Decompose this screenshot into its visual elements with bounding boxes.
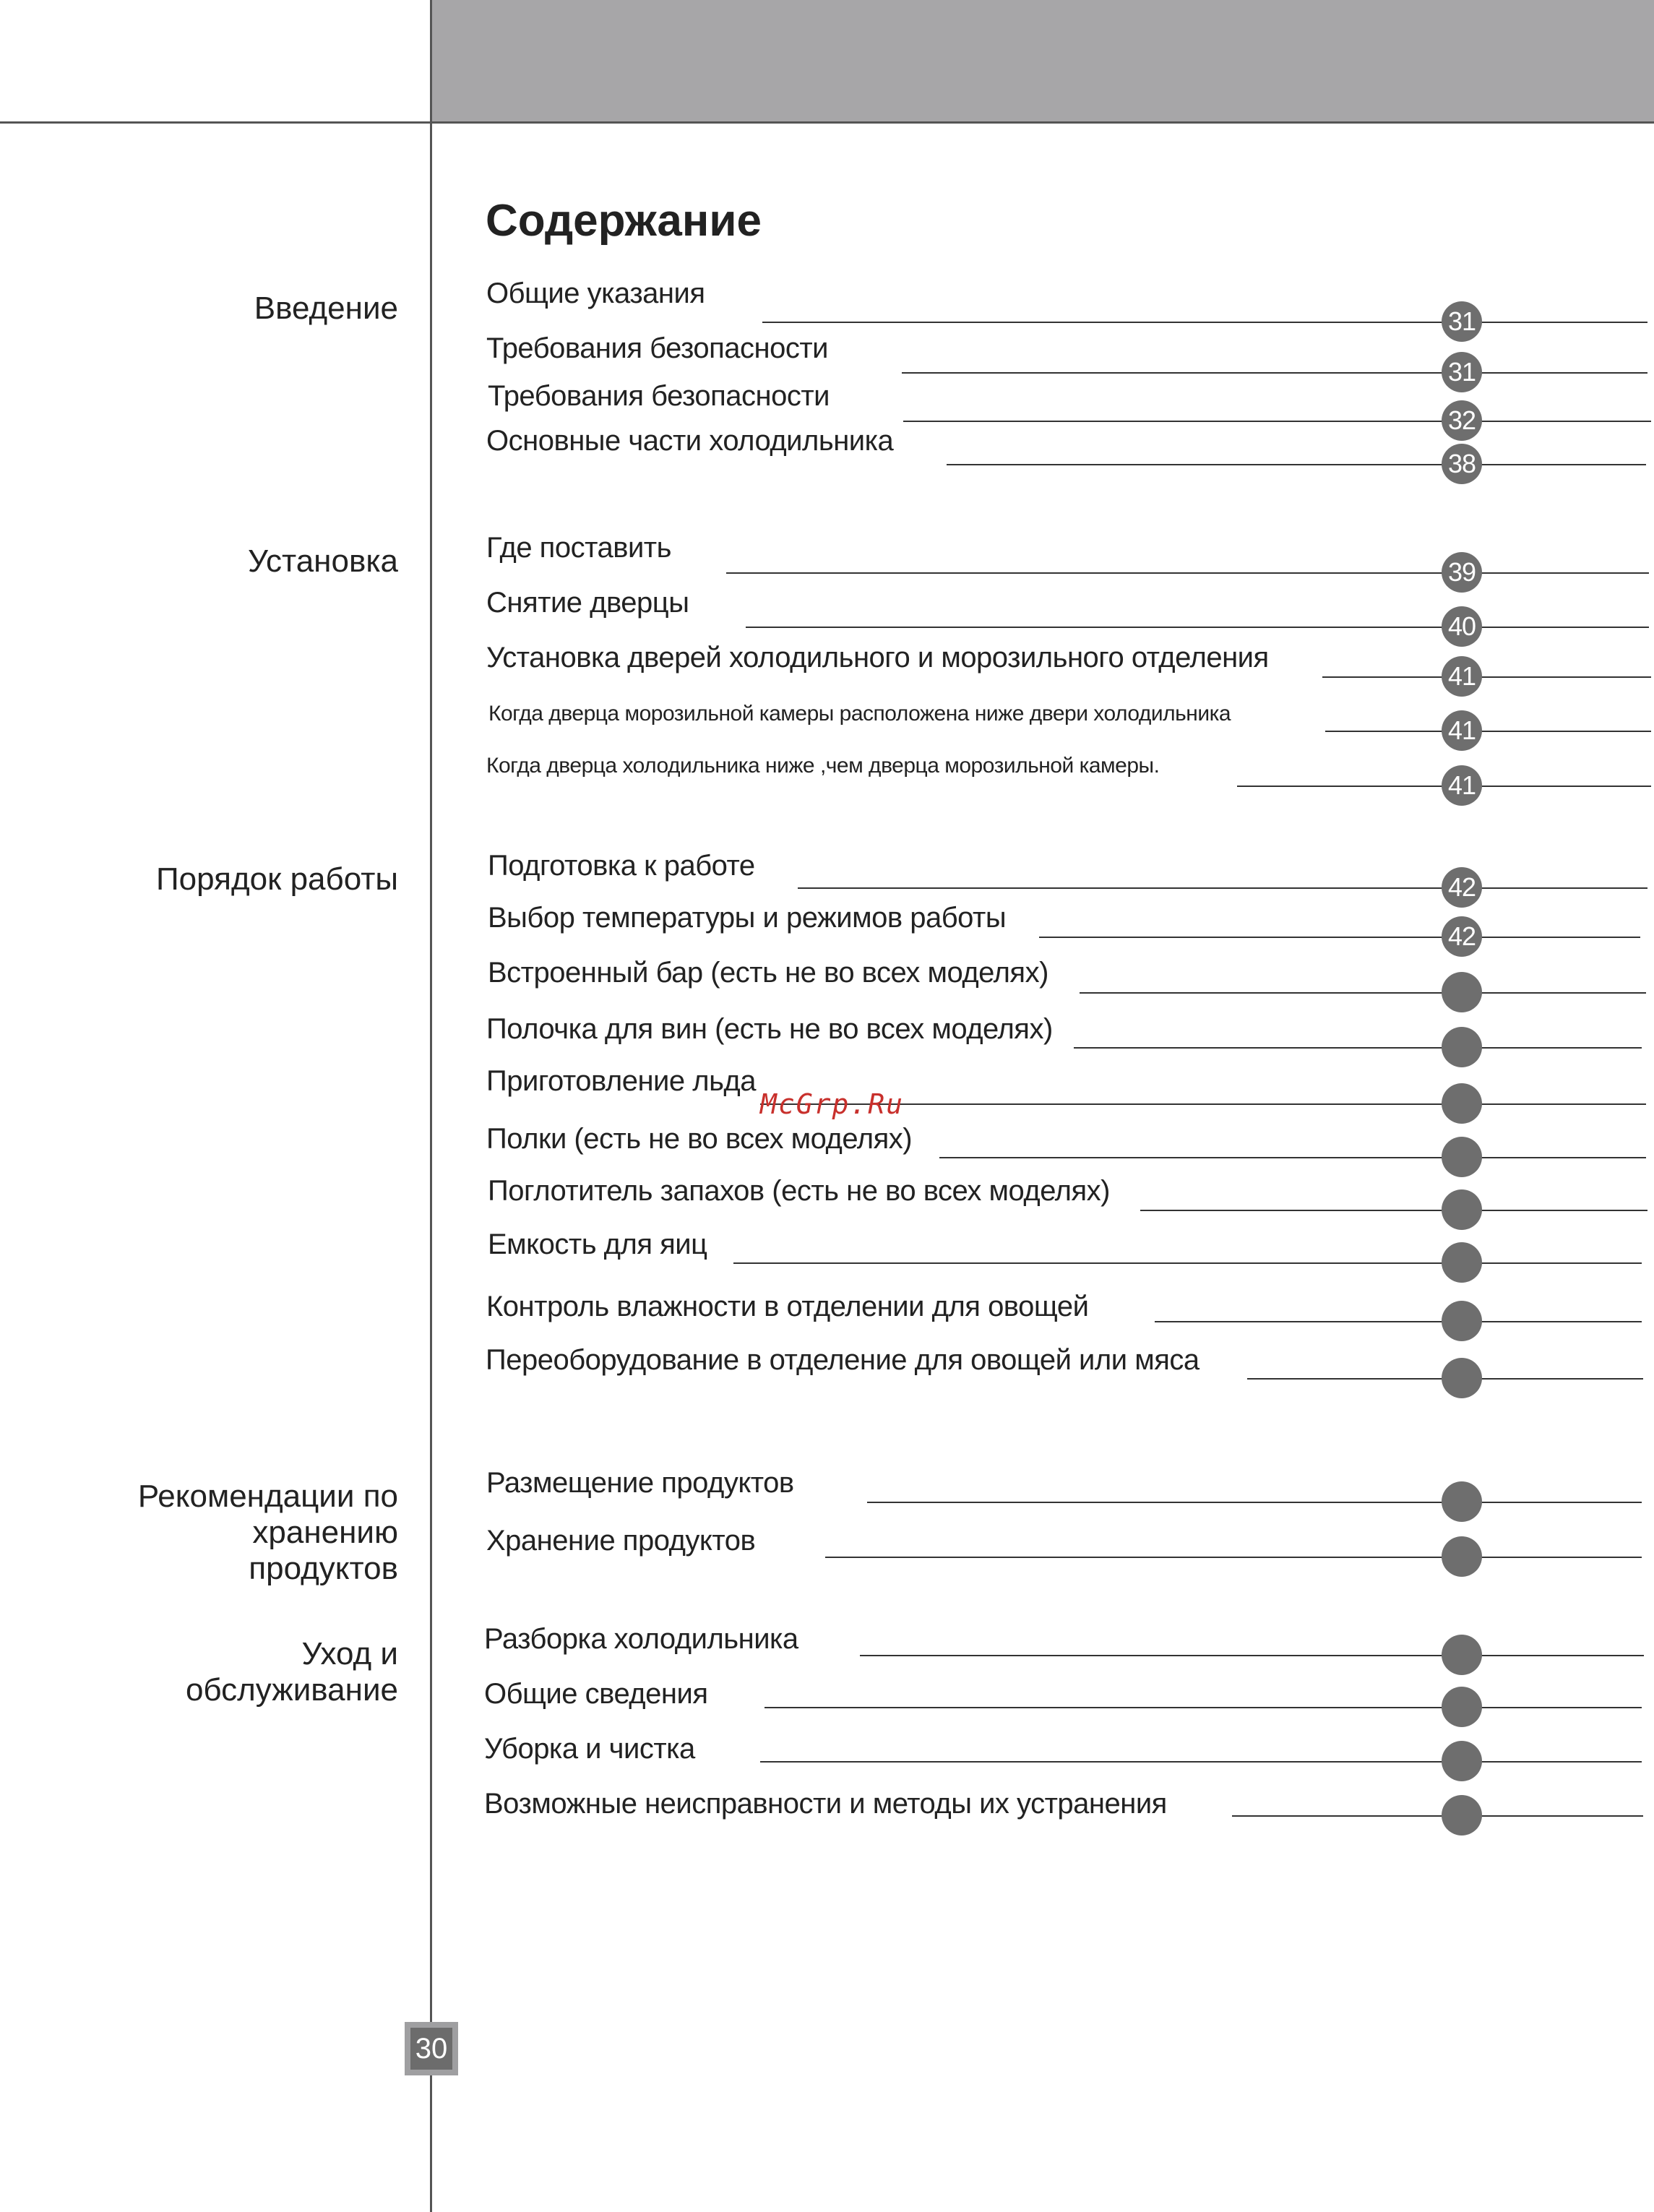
section-maintenance-line: обслуживание xyxy=(185,1672,398,1708)
page-number-badge: 40 xyxy=(1442,606,1482,647)
toc-leader-line xyxy=(902,372,1647,374)
page-number-badge xyxy=(1442,1635,1482,1675)
toc-leader-line xyxy=(1074,1047,1642,1049)
toc-leader-line xyxy=(860,1655,1644,1656)
toc-leader-line xyxy=(762,322,1647,323)
toc-entry-label: Хранение продуктов xyxy=(486,1525,756,1557)
page-number-badge: 38 xyxy=(1442,444,1482,484)
page-number-badge xyxy=(1442,1137,1482,1177)
toc-entry-label: Приготовление льда xyxy=(486,1065,757,1097)
toc-leader-line xyxy=(903,421,1651,422)
toc-entry-label: Уборка и чистка xyxy=(484,1733,695,1765)
toc-leader-line xyxy=(947,464,1646,465)
toc-leader-line xyxy=(867,1502,1642,1503)
page-number-badge: 41 xyxy=(1442,656,1482,697)
toc-leader-line xyxy=(825,1557,1642,1558)
page-number-badge xyxy=(1442,1242,1482,1283)
page-number-badge xyxy=(1442,1301,1482,1341)
page-number-badge: 41 xyxy=(1442,765,1482,806)
section-food-storage xyxy=(138,1479,398,1587)
page-number-badge xyxy=(1442,1189,1482,1230)
watermark: McGrp.Ru xyxy=(760,1088,905,1120)
section-operation: Порядок работы xyxy=(156,861,398,897)
page-number-badge xyxy=(1442,1083,1482,1124)
page-number-box xyxy=(405,2022,458,2075)
header-rule xyxy=(0,121,1654,124)
toc-entry-label: Когда дверца морозильной камеры расположена ниже двери холодильника xyxy=(488,702,1231,726)
page-number-badge xyxy=(1442,1027,1482,1067)
toc-leader-line xyxy=(726,572,1649,574)
section-maintenance xyxy=(186,1636,398,1708)
section-installation: Установка xyxy=(248,543,398,579)
section-maintenance-line: Уход и xyxy=(301,1636,398,1671)
page-number-badge: 31 xyxy=(1442,301,1482,342)
toc-entry-label: Основные части холодильника xyxy=(486,425,894,457)
toc-leader-line xyxy=(764,1707,1642,1708)
toc-entry-label: Снятие дверцы xyxy=(486,587,689,619)
section-food-storage-line: продуктов xyxy=(249,1551,398,1586)
toc-leader-line xyxy=(1322,676,1651,678)
page-number-badge xyxy=(1442,972,1482,1012)
toc-entry-label: Общие сведения xyxy=(484,1678,708,1710)
toc-entry-label: Выбор температуры и режимов работы xyxy=(488,902,1007,934)
page-number-badge xyxy=(1442,1795,1482,1836)
toc-entry-label: Встроенный бар (есть не во всех моделях) xyxy=(488,957,1048,989)
page-number-badge: 39 xyxy=(1442,552,1482,593)
toc-leader-line xyxy=(1325,731,1651,732)
toc-leader-line xyxy=(1232,1815,1643,1817)
page-number-badge: 42 xyxy=(1442,867,1482,908)
toc-entry-label: Установка дверей холодильного и морозильного отделения xyxy=(486,642,1269,674)
page-number: 30 xyxy=(410,2028,452,2070)
page-number-badge: 41 xyxy=(1442,710,1482,751)
toc-leader-line xyxy=(760,1761,1642,1763)
page-number-badge: 42 xyxy=(1442,916,1482,957)
page-number-badge xyxy=(1442,1536,1482,1577)
toc-leader-line xyxy=(1080,992,1646,994)
toc-entry-label: Возможные неисправности и методы их устранения xyxy=(484,1788,1167,1820)
toc-entry-label: Переоборудование в отделение для овощей или мяса xyxy=(486,1344,1199,1376)
margin-rule xyxy=(430,0,432,2212)
toc-entry-label: Требования безопасности xyxy=(486,332,829,364)
toc-entry-label: Разборка холодильника xyxy=(484,1623,798,1655)
toc-entry-label: Полки (есть не во всех моделях) xyxy=(486,1123,913,1155)
toc-entry-label: Когда дверца холодильника ниже ,чем дверца морозильной камеры. xyxy=(486,754,1160,778)
toc-entry-label: Размещение продуктов xyxy=(486,1467,794,1499)
toc-entry-label: Емкость для яиц xyxy=(488,1228,707,1260)
toc-leader-line xyxy=(746,627,1649,628)
toc-entry-label: Полочка для вин (есть не во всех моделях) xyxy=(486,1013,1053,1045)
page-number-badge xyxy=(1442,1358,1482,1398)
toc-leader-line xyxy=(733,1262,1642,1264)
toc-entry-label: Общие указания xyxy=(486,277,705,309)
toc-entry-label: Требования безопасности xyxy=(488,380,830,412)
toc-entry-label: Контроль влажности в отделении для овощей xyxy=(486,1291,1089,1322)
toc-entry-label: Поглотитель запахов (есть не во всех моделях) xyxy=(488,1175,1110,1207)
toc-leader-line xyxy=(1039,937,1640,938)
page-number-badge xyxy=(1442,1481,1482,1522)
toc-entry-label: Где поставить xyxy=(486,532,671,564)
page-title: Содержание xyxy=(486,196,762,246)
toc-leader-line xyxy=(1140,1210,1647,1211)
section-food-storage-line: хранению xyxy=(252,1515,398,1550)
page-number-badge: 32 xyxy=(1442,400,1482,441)
page-number-badge xyxy=(1442,1687,1482,1727)
toc-leader-line xyxy=(798,887,1647,889)
section-intro: Введение xyxy=(254,291,398,326)
toc-leader-line xyxy=(939,1157,1646,1158)
toc-leader-line xyxy=(1155,1321,1642,1322)
page-number-badge xyxy=(1442,1741,1482,1781)
toc-entry-label: Подготовка к работе xyxy=(488,850,755,882)
section-food-storage-line: Рекомендации по xyxy=(137,1479,398,1514)
page-number-badge: 31 xyxy=(1442,352,1482,392)
